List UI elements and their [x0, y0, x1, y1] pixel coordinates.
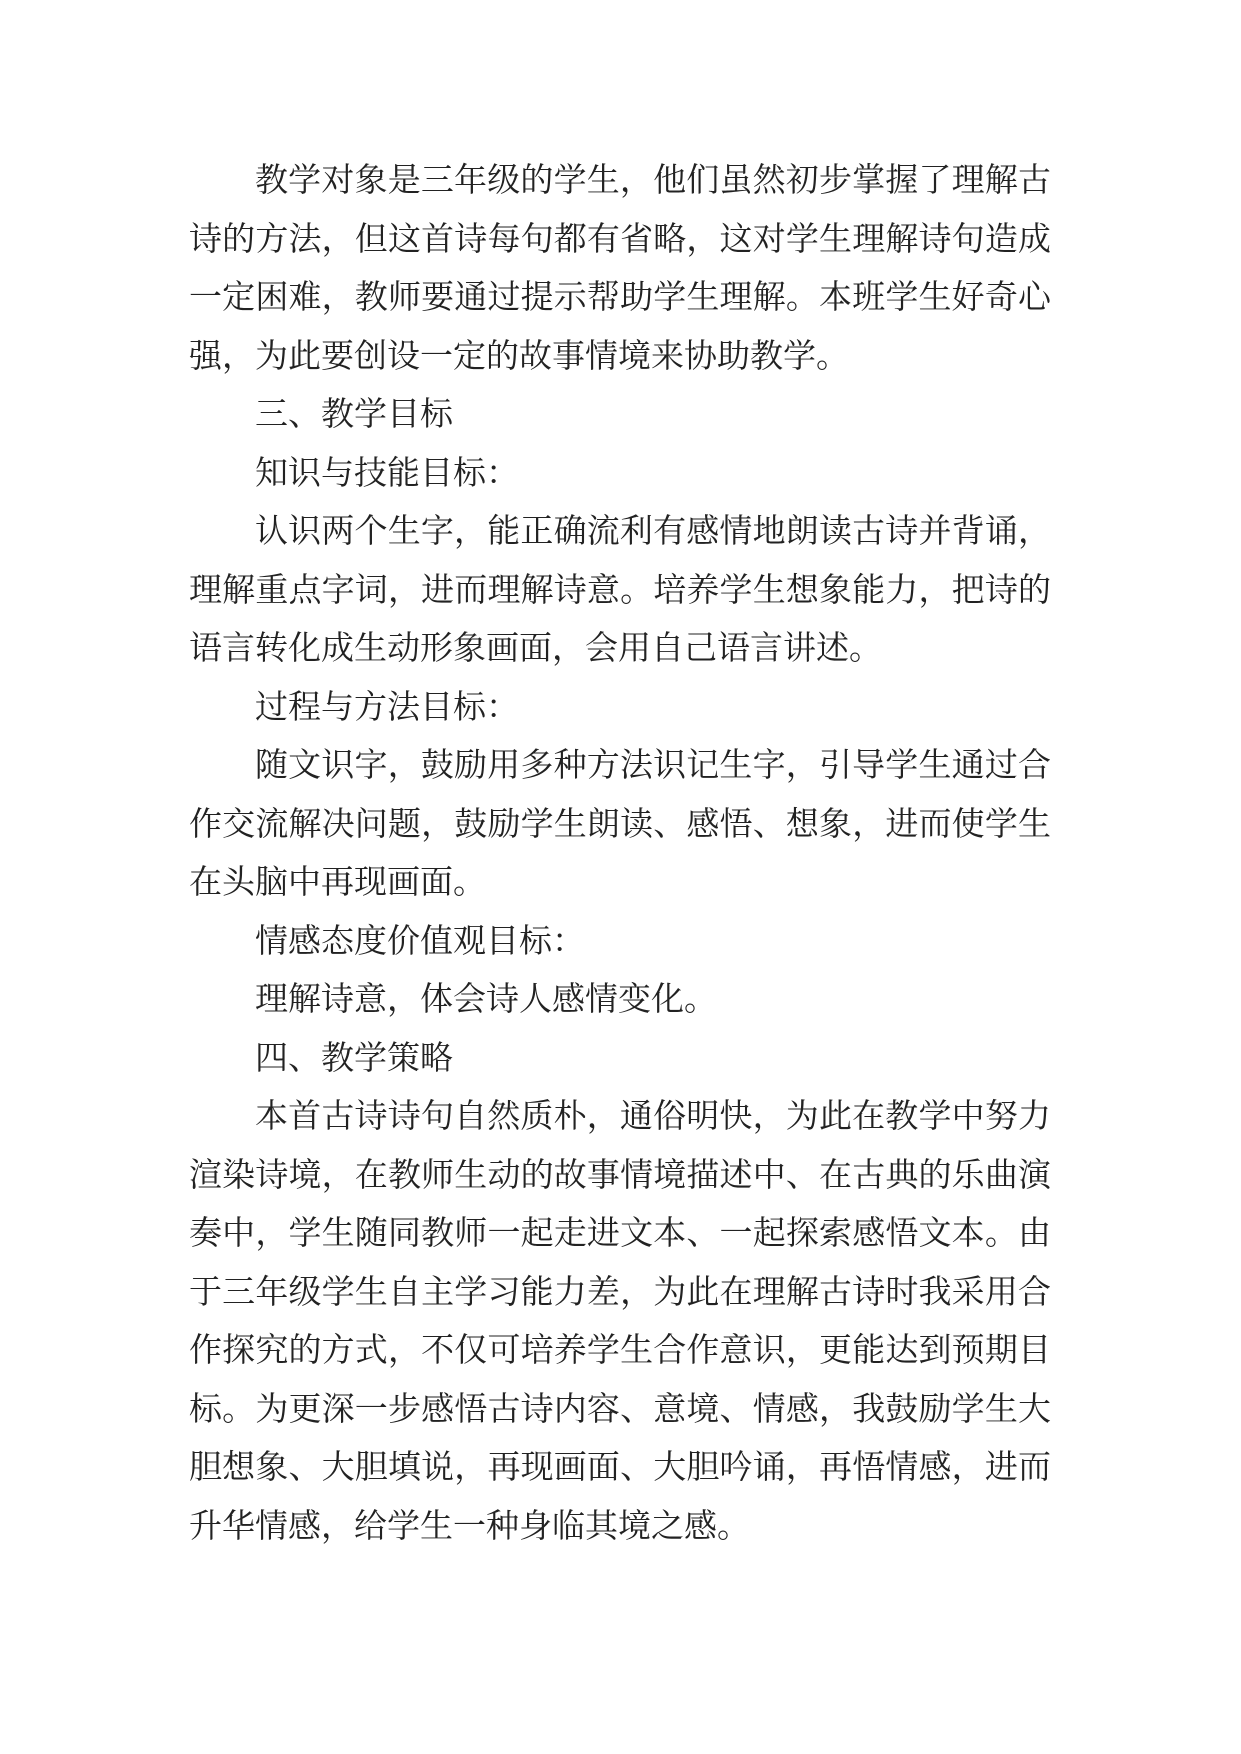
subheading-emotion-attitude-values-goal: 情感态度价值观目标： — [255, 923, 585, 960]
paragraph-learner-analysis: 教学对象是三年级的学生，他们虽然初步掌握了理解古诗的方法，但这首诗每句都有省略，这对学生理解诗句造成一定困难，教师要通过提示帮助学生理解。本班学生好奇心强，为此要创设一定的故事情境来协助教学。 — [189, 163, 1051, 375]
paragraph-emotion-attitude-values-goal: 理解诗意，体会诗人感情变化。 — [255, 982, 717, 1018]
subheading-knowledge-skills-goal: 知识与技能目标： — [255, 455, 519, 492]
heading-teaching-objectives: 三、教学目标 — [255, 397, 453, 433]
heading-teaching-strategy: 四、教学策略 — [255, 1040, 453, 1077]
document-text-block — [189, 152, 1051, 1556]
paragraph-teaching-strategy: 本首古诗诗句自然质朴，通俗明快，为此在教学中努力渲染诗境，在教师生动的故事情境描述中、在古典的乐曲演奏中，学生随同教师一起走进文本、一起探索感悟文本。由于三年级学生自主学习能力差，为此在理解古诗时我采用合作探究的方式，不仅可培养学生合作意识，更能达到预期目标。为更深一步感悟古诗内容、意境、情感，我鼓励学生大胆想象、大胆填说，再现画面、大胆吟诵，再悟情感，进而升华情感，给学生一种身临其境之感。 — [189, 1099, 1051, 1545]
paragraph-knowledge-skills-goal: 认识两个生字，能正确流利有感情地朗读古诗并背诵，理解重点字词，进而理解诗意。培养学生想象能力，把诗的语言转化成生动形象画面，会用自己语言讲述。 — [189, 514, 1051, 667]
subheading-process-method-goal: 过程与方法目标： — [255, 689, 519, 726]
paragraph-process-method-goal: 随文识字，鼓励用多种方法识记生字，引导学生通过合作交流解决问题，鼓励学生朗读、感悟、想象，进而使学生在头脑中再现画面。 — [189, 748, 1051, 901]
